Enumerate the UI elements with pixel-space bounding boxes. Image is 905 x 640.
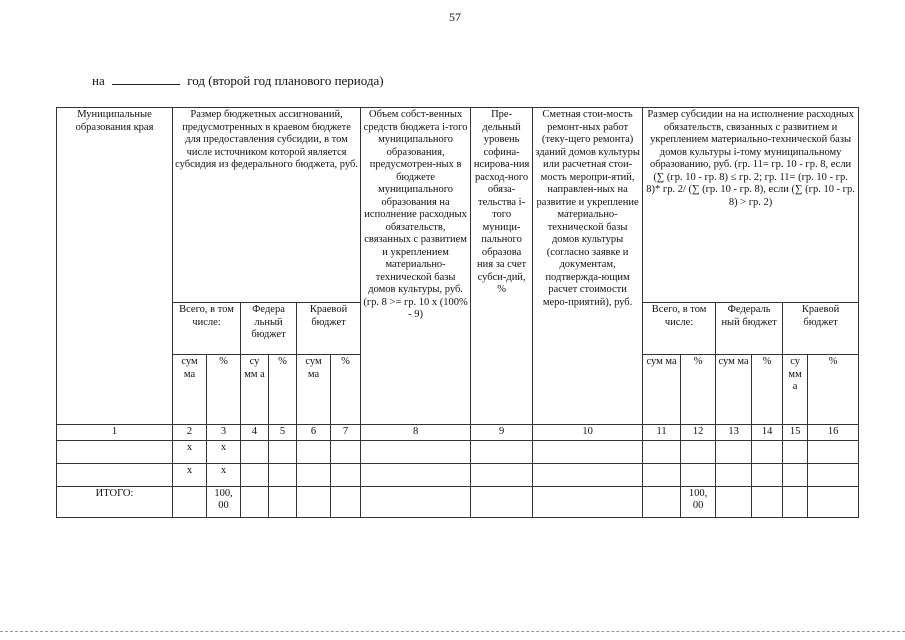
header-limit-level: Пре-дельный уровень софина-нсирова-ния расход-ного обяза-тельства i-того муници-пального образова ния за счет субси-дий, % <box>471 108 533 425</box>
table-cell: х <box>207 463 241 486</box>
table-row <box>57 440 859 463</box>
column-number: 12 <box>681 425 716 441</box>
table-cell: х <box>207 440 241 463</box>
header-row-1 <box>57 108 859 303</box>
table-cell <box>643 440 681 463</box>
table-cell <box>331 463 361 486</box>
total-percent-cell: 100, 00 <box>681 486 716 517</box>
column-number: 9 <box>471 425 533 441</box>
header-federal-budget-a: Федера льный бюджет <box>241 303 297 355</box>
table-cell <box>57 463 173 486</box>
column-number: 11 <box>643 425 681 441</box>
subheader-sum: су мм а <box>783 355 808 425</box>
table-cell <box>783 486 808 517</box>
subheader-sum: сум ма <box>643 355 681 425</box>
subheader-percent: % <box>808 355 859 425</box>
table-row <box>57 463 859 486</box>
column-number: 4 <box>241 425 269 441</box>
table-cell <box>716 440 752 463</box>
table-cell <box>643 463 681 486</box>
table-cell <box>241 463 269 486</box>
table-cell <box>783 463 808 486</box>
column-number: 3 <box>207 425 241 441</box>
header-municipal: Муниципальные образования края <box>57 108 173 425</box>
header-subsidy-size: Размер субсидии на на исполнение расходных обязательств, связанных с развитием и укреплением материально-технической базы домов культуры i-тому муниципальному образованию, руб. (гр. 11= гр. 10 - гр. 8, если (∑ (гр. 10 - гр. 8) ≤ гр. 2; гр. 11= (гр. 10 - гр. 8)* гр. 2/ (∑ (гр. 10 - гр. 8), если (∑ (гр. 10 - гр. 8) > гр. 2) <box>643 108 859 303</box>
subheader-percent: % <box>269 355 297 425</box>
header-budget-allocations: Размер бюджетных ассигнований, предусмотренных в краевом бюджете для предоставления субсидии, в том числе источником которой является субсидия из федерального бюджета, руб. <box>173 108 361 303</box>
table-cell <box>269 463 297 486</box>
column-number: 14 <box>752 425 783 441</box>
column-number: 2 <box>173 425 207 441</box>
table-cell <box>716 463 752 486</box>
table-cell <box>471 486 533 517</box>
subheader-sum: су мм а <box>241 355 269 425</box>
table-cell <box>808 463 859 486</box>
year-blank-line <box>112 72 180 85</box>
subheader-sum: сум ма <box>297 355 331 425</box>
subheader-percent: % <box>752 355 783 425</box>
table-cell <box>297 486 331 517</box>
table-cell <box>269 440 297 463</box>
page-bottom-divider <box>0 631 905 632</box>
heading-suffix: год (второй год планового периода) <box>187 73 384 88</box>
subheader-sum: сум ма <box>716 355 752 425</box>
heading-prefix: на <box>92 73 105 88</box>
table-cell <box>361 463 471 486</box>
table-cell: х <box>173 463 207 486</box>
subsidy-table <box>56 107 859 518</box>
header-total-incl-b: Всего, в том числе: <box>643 303 716 355</box>
header-federal-budget-b: Федераль ный бюджет <box>716 303 783 355</box>
header-own-funds: Объем собст-венных средств бюджета i-того муниципального образования, предусмотрен-ных в бюджете муниципального образования на исполнение расходных обязательств, связанных с развитием и укреплением материально-технической базы домов культуры, руб. (гр. 8 >= гр. 10 х (100% - 9) <box>361 108 471 425</box>
column-number: 13 <box>716 425 752 441</box>
table-cell <box>241 440 269 463</box>
column-number: 16 <box>808 425 859 441</box>
table-cell <box>808 486 859 517</box>
table-cell <box>331 440 361 463</box>
table-cell <box>173 486 207 517</box>
table-cell: х <box>173 440 207 463</box>
total-percent-cell: 100, 00 <box>207 486 241 517</box>
table-cell <box>269 486 297 517</box>
subheader-percent: % <box>331 355 361 425</box>
table-cell <box>533 486 643 517</box>
table-cell <box>533 440 643 463</box>
table-cell <box>783 440 808 463</box>
table-cell <box>471 440 533 463</box>
column-number: 5 <box>269 425 297 441</box>
table-cell <box>331 486 361 517</box>
subheader-percent: % <box>207 355 241 425</box>
table-cell <box>297 463 331 486</box>
column-number: 8 <box>361 425 471 441</box>
table-cell <box>681 463 716 486</box>
column-number: 10 <box>533 425 643 441</box>
header-regional-budget-b: Краевой бюджет <box>783 303 859 355</box>
table-cell <box>57 440 173 463</box>
table-cell <box>361 486 471 517</box>
table-cell <box>241 486 269 517</box>
column-number: 6 <box>297 425 331 441</box>
table-cell <box>533 463 643 486</box>
page-number: 57 <box>449 10 461 24</box>
header-regional-budget-a: Краевой бюджет <box>297 303 361 355</box>
table-cell <box>752 463 783 486</box>
table-cell <box>716 486 752 517</box>
table-cell <box>471 463 533 486</box>
table-cell <box>752 440 783 463</box>
subheader-sum: сум ма <box>173 355 207 425</box>
column-number: 15 <box>783 425 808 441</box>
table-cell <box>752 486 783 517</box>
column-number-row <box>57 425 859 441</box>
column-number: 7 <box>331 425 361 441</box>
column-number: 1 <box>57 425 173 441</box>
total-label: ИТОГО: <box>57 486 173 517</box>
table-cell <box>808 440 859 463</box>
table-cell <box>361 440 471 463</box>
header-total-incl-a: Всего, в том числе: <box>173 303 241 355</box>
table-cell <box>297 440 331 463</box>
table-cell <box>681 440 716 463</box>
table-period-heading <box>92 72 384 89</box>
subheader-percent: % <box>681 355 716 425</box>
total-row <box>57 486 859 517</box>
header-estimate: Сметная стои-мость ремонт-ных работ (теку-щего ремонта) зданий домов культуры или расчетная стои-мость меропри-ятий, направлен-ных на развитие и укрепление материально-технической базы домов культуры (согласно заявке и документам, подтвержда-ющим расчет стоимости меро-приятий), руб. <box>533 108 643 425</box>
table-cell <box>643 486 681 517</box>
